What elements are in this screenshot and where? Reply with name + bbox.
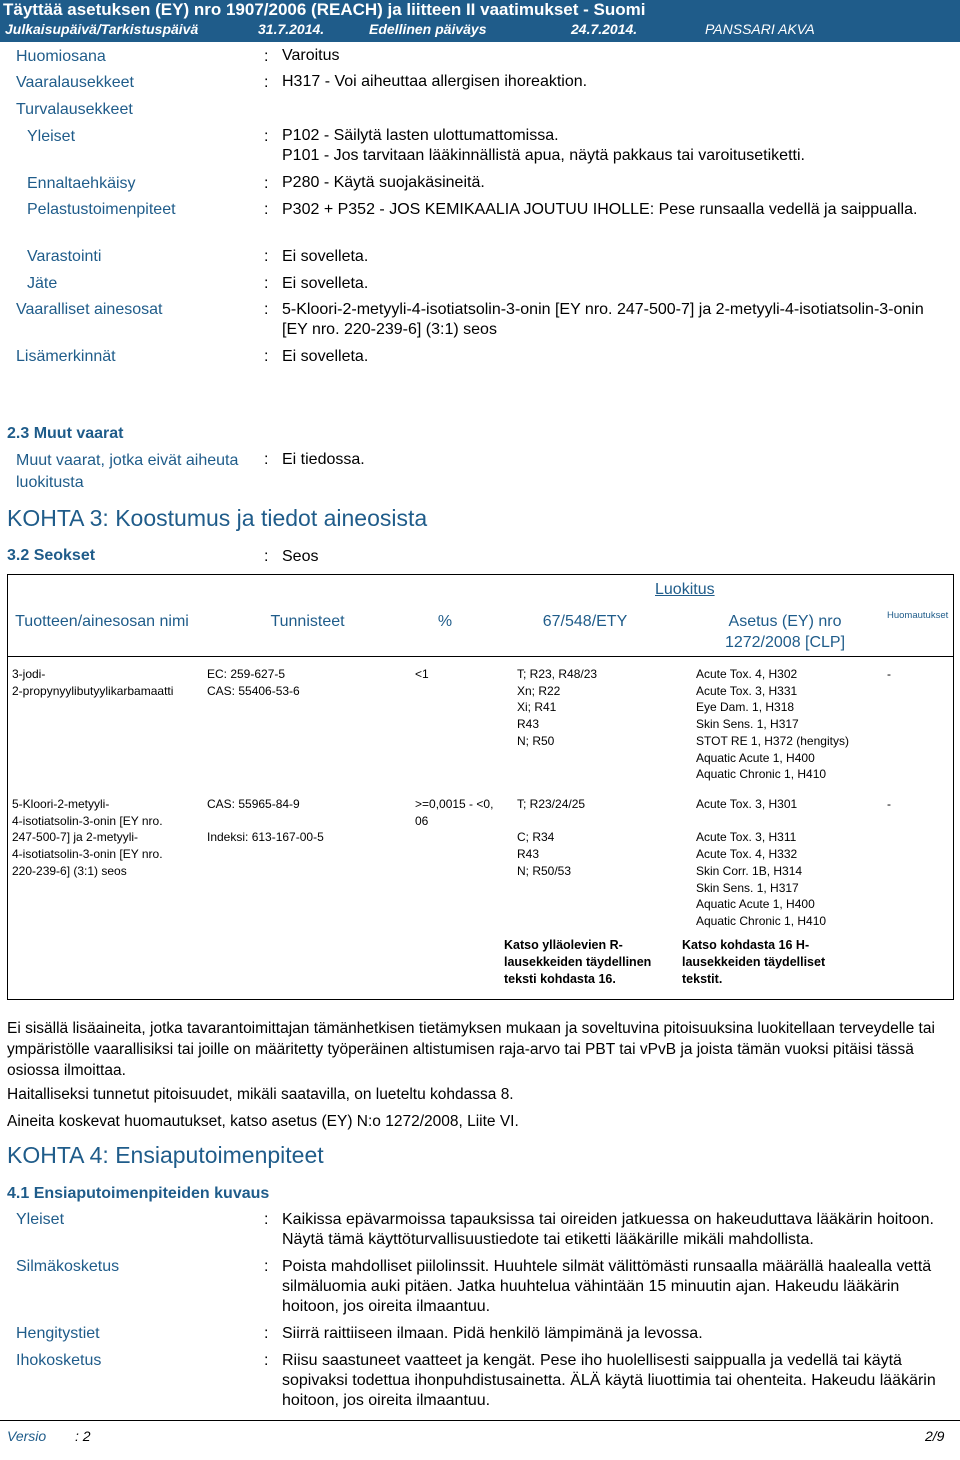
- section-4-heading: KOHTA 4: Ensiaputoimenpiteet: [7, 1142, 324, 1168]
- value-disposal: Ei sovelleta.: [282, 275, 369, 292]
- section-3-2-label: 3.2 Seokset: [7, 547, 96, 564]
- label-inhalation: Hengitystiet: [16, 1325, 100, 1342]
- table-row-1-clp: Acute Tox. 4, H302 Acute Tox. 3, H331 Eye Dam. 1, H318 Skin Sens. 1, H317 STOT RE 1, H372 (hengitys) Aquatic Acute 1, H400 Aquatic Chronic 1, H410: [696, 667, 849, 782]
- header-prev-label: Edellinen päiväys: [369, 21, 487, 37]
- header-prev-date: 24.7.2014.: [571, 21, 638, 37]
- value-signal-word: Varoitus: [282, 47, 340, 64]
- table-row-2-dir: T; R23/24/25 C; R34 R43 N; R50/53: [517, 797, 586, 878]
- section-2-3-heading: 2.3 Muut vaarat: [7, 425, 124, 442]
- colon: :: [264, 1352, 269, 1369]
- paragraph-additives: Ei sisällä lisäaineita, jotka tavarantoimittajan tämänhetkisen tietämyksen mukaan ja soveltuvina pitoisuuksina luokitellaan terveydelle tai ympäristölle vaarallisiksi tai joille on määritetty työperäinen altistumisen raja-arvo tai PBT tai vPvB ja joista tämän vuoksi pitäisi tässä osiossa ilmoittaa.: [7, 1020, 935, 1079]
- label-other-hazards: Muut vaarat, jotka eivät aiheuta luokitusta: [16, 452, 239, 491]
- table-row-1-dir: T; R23, R48/23 Xn; R22 Xi; R41 R43 N; R50: [517, 667, 598, 748]
- colon: :: [264, 1258, 269, 1275]
- label-response: Pelastustoimenpiteet: [27, 201, 176, 218]
- section-4-1-heading: 4.1 Ensiaputoimenpiteiden kuvaus: [7, 1185, 270, 1202]
- table-dir-footnote: Katso ylläolevien R-lausekkeiden täydellinen teksti kohdasta 16.: [504, 938, 652, 986]
- table-row-2-name: 5-Kloori-2-metyyli- 4-isotiatsolin-3-onin [EY nro. 247-500-7] ja 2-metyyli- 4-isotiatsolin-3-onin [EY nro. 220-239-6] (3:1) seos: [12, 797, 163, 878]
- colon: :: [264, 248, 269, 265]
- value-hazardous-ingredients: 5-Kloori-2-metyyli-4-isotiatsolin-3-onin [EY nro. 247-500-7] ja 2-metyyli-4-isotiatsolin-3-onin [EY nro. 220-239-6] (3:1) seos: [282, 301, 924, 338]
- paragraph-limits: Haitalliseksi tunnetut pitoisuudet, mikäli saatavilla, on lueteltu kohdassa 8.: [7, 1086, 514, 1103]
- table-row-1-notes: -: [887, 667, 891, 681]
- table-row-2-clp: Acute Tox. 3, H301 Acute Tox. 3, H311 Acute Tox. 4, H332 Skin Corr. 1B, H314 Skin Sens. 1, H317 Aquatic Acute 1, H400 Aquatic Chronic 1, H410: [696, 797, 827, 928]
- label-precautionary-statements: Turvalausekkeet: [16, 101, 133, 118]
- table-group-header: Luokitus: [655, 581, 715, 598]
- section-3-heading: KOHTA 3: Koostumus ja tiedot aineosista: [7, 505, 428, 531]
- colon: :: [264, 1211, 269, 1228]
- table-row-2-notes: -: [887, 797, 891, 811]
- header-title: Täyttää asetuksen (EY) nro 1907/2006 (REACH) ja liitteen II vaatimukset - Suomi: [3, 0, 646, 19]
- label-prevention: Ennaltaehkäisy: [27, 175, 136, 192]
- value-storage: Ei sovelleta.: [282, 248, 369, 265]
- table-header-percent: %: [437, 613, 453, 630]
- colon: :: [264, 48, 269, 65]
- colon: :: [264, 275, 269, 292]
- label-skin-contact: Ihokosketus: [16, 1352, 102, 1369]
- section-3-2-value: Seos: [282, 548, 319, 565]
- table-row-2-percent: >=0,0015 - <0, 06: [415, 797, 494, 828]
- label-hazardous-ingredients: Vaaralliset ainesosat: [16, 301, 163, 318]
- value-general: P102 - Säilytä lasten ulottumattomissa. P101 - Jos tarvitaan lääkinnällistä apua, näytä pakkaus tai varoitusetiketti.: [282, 127, 805, 164]
- value-skin-contact: Riisu saastuneet vaatteet ja kengät. Pese iho huolellisesti saippualla ja vedellä tai käytä sopivaksi todettua ihonpuhdistusainetta. ÄLÄ käytä liuottimia tai ohenteita. Hakeudu lääkärin hoitoon, jos oireita ilmaantuu.: [282, 1352, 936, 1409]
- table-row-1-name: 3-jodi- 2-propynyylibutyylikarbamaatti: [12, 667, 174, 698]
- footer-version-label: Versio: [7, 1428, 47, 1444]
- colon: :: [264, 548, 269, 565]
- label-eye-contact: Silmäkosketus: [16, 1258, 120, 1275]
- table-row-1-percent: <1: [415, 667, 429, 681]
- footer-version-value: : 2: [75, 1428, 91, 1444]
- colon: :: [264, 1325, 269, 1342]
- value-eye-contact: Poista mahdolliset piilolinssit. Huuhtele silmät välittömästi runsaalla määrällä haalealla vettä silmäluomia auki pitäen. Jatka huuhtelua vähintään 15 minuutin ajan. Hakeudu lääkärin hoitoon, jos oireita ilmaantuu.: [282, 1258, 932, 1315]
- value-response: P302 + P352 - JOS KEMIKAALIA JOUTUU IHOLLE: Pese runsaalla vedellä ja saippualla.: [282, 201, 918, 218]
- table-header-divider: [8, 656, 953, 657]
- table-header-notes: Huomautukset: [887, 610, 949, 621]
- footer-page-number: 2/9: [925, 1428, 945, 1444]
- label-general: Yleiset: [27, 128, 76, 145]
- value-prevention: P280 - Käytä suojakäsineitä.: [282, 174, 485, 191]
- table-header-dir: 67/548/ETY: [542, 613, 628, 630]
- table-clp-footnote: Katso kohdasta 16 H-lausekkeiden täydelliset tekstit.: [682, 938, 826, 986]
- colon: :: [264, 348, 269, 365]
- value-hazard-statements: H317 - Voi aiheuttaa allergisen ihoreaktion.: [282, 73, 588, 90]
- value-supplemental: Ei sovelleta.: [282, 348, 369, 365]
- colon: :: [264, 74, 269, 91]
- value-first-aid-general: Kaikissa epävarmoissa tapauksissa tai oireiden jatkuessa on hakeuduttava lääkärin hoitoon. Näytä tämä käyttöturvallisuustiedote tai etiketti lääkärille mikäli mahdollista.: [282, 1211, 934, 1248]
- colon: :: [264, 451, 269, 468]
- table-row-1-ids: EC: 259-627-5 CAS: 55406-53-6: [207, 667, 300, 698]
- label-storage: Varastointi: [27, 248, 102, 265]
- header-date: 31.7.2014.: [258, 21, 325, 37]
- colon: :: [264, 301, 269, 318]
- colon: :: [264, 175, 269, 192]
- label-supplemental: Lisämerkinnät: [16, 348, 116, 365]
- table-header-clp: Asetus (EY) nro 1272/2008 [CLP]: [724, 613, 846, 651]
- label-disposal: Jäte: [27, 275, 58, 292]
- colon: :: [264, 201, 269, 218]
- footer-divider: [0, 1420, 960, 1421]
- label-signal-word: Huomiosana: [16, 48, 106, 65]
- table-row-2-ids: CAS: 55965-84-9 Indeksi: 613-167-00-5: [207, 797, 324, 845]
- table-header-ids: Tunnisteet: [270, 613, 345, 630]
- label-hazard-statements: Vaaralausekkeet: [16, 74, 134, 91]
- value-inhalation: Siirrä raittiiseen ilmaan. Pidä henkilö lämpimänä ja levossa.: [282, 1325, 703, 1342]
- table-header-name: Tuotteen/ainesosan nimi: [15, 613, 189, 630]
- paragraph-notes: Aineita koskevat huomautukset, katso asetus (EY) N:o 1272/2008, Liite VI.: [7, 1113, 519, 1130]
- label-first-aid-general: Yleiset: [16, 1211, 65, 1228]
- header-date-label: Julkaisupäivä/Tarkistuspäivä: [5, 21, 199, 37]
- colon: :: [264, 128, 269, 145]
- value-other-hazards: Ei tiedossa.: [282, 451, 365, 468]
- header-product: PANSSARI AKVA: [705, 21, 815, 37]
